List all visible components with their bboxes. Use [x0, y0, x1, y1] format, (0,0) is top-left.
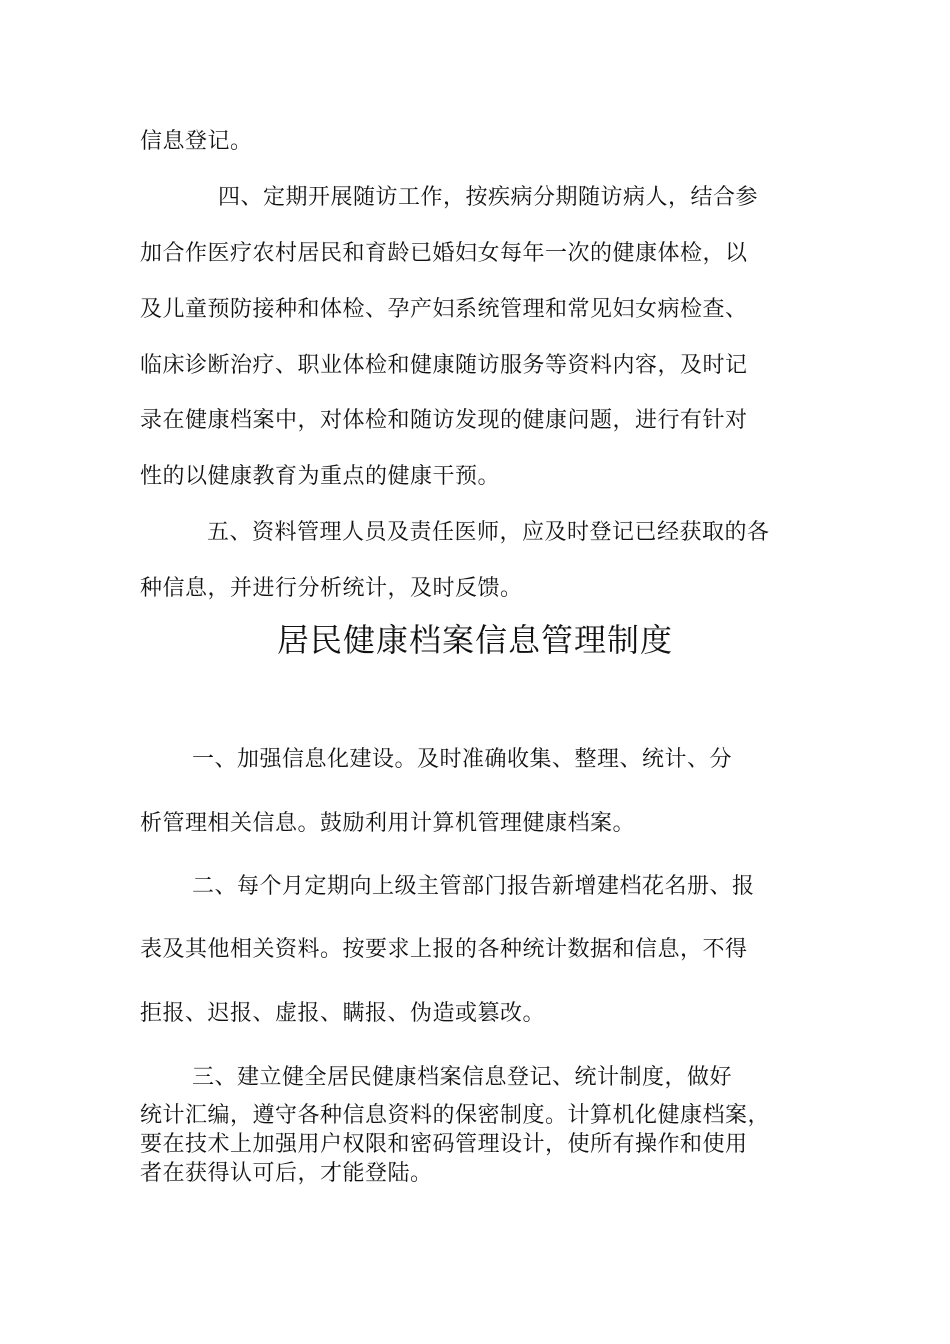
- paragraph-line: 要在技术上加强用户权限和密码管理设计，使所有操作和使用: [140, 1132, 748, 1157]
- paragraph-line: 及儿童预防接种和体检、孕产妇系统管理和常见妇女病检查、: [140, 297, 748, 322]
- paragraph-line: 者在获得认可后，才能登陆。: [140, 1161, 433, 1186]
- paragraph-line: 二、每个月定期向上级主管部门报告新增建档花名册、报: [192, 874, 755, 899]
- paragraph-line: 录在健康档案中，对体检和随访发现的健康问题，进行有针对: [140, 408, 748, 433]
- document-title: 居民健康档案信息管理制度: [276, 621, 673, 659]
- paragraph-line: 析管理相关信息。鼓励利用计算机管理健康档案。: [140, 811, 636, 836]
- paragraph-line: 统计汇编，遵守各种信息资料的保密制度。计算机化健康档案，: [140, 1103, 771, 1128]
- paragraph-line: 拒报、迟报、虚报、瞒报、伪造或篡改。: [140, 1001, 546, 1026]
- paragraph-line: 加合作医疗农村居民和育龄已婚妇女每年一次的健康体检，以: [140, 241, 748, 266]
- paragraph-line: 临床诊断治疗、职业体检和健康随访服务等资料内容，及时记: [140, 353, 748, 378]
- paragraph-line: 表及其他相关资料。按要求上报的各种统计数据和信息，不得: [140, 937, 748, 962]
- paragraph-line: 种信息，并进行分析统计，及时反馈。: [140, 576, 523, 601]
- paragraph-line: 一、加强信息化建设。及时准确收集、整理、统计、分: [192, 747, 733, 772]
- paragraph-line: 性的以健康教育为重点的健康干预。: [140, 464, 501, 489]
- paragraph-line: 信息登记。: [140, 129, 253, 154]
- paragraph-line: 四、定期开展随访工作，按疾病分期随访病人，结合参: [218, 185, 759, 210]
- paragraph-line: 三、建立健全居民健康档案信息登记、统计制度，做好: [192, 1065, 733, 1090]
- paragraph-line: 五、资料管理人员及责任医师，应及时登记已经获取的各: [207, 520, 770, 545]
